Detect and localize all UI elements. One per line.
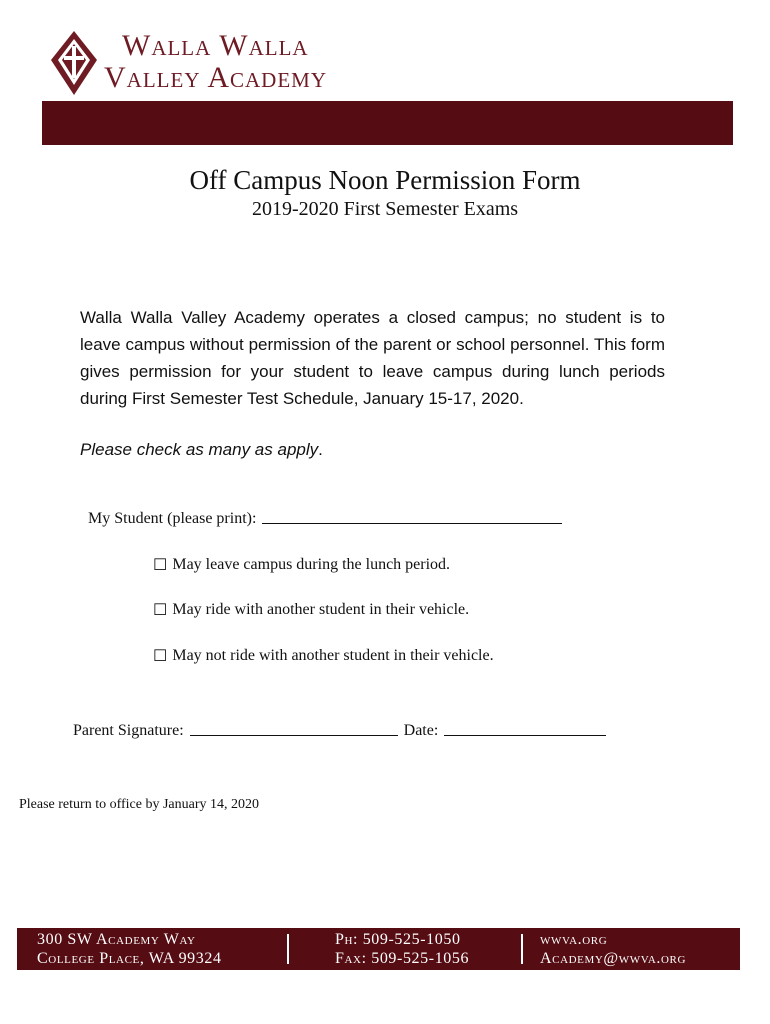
return-note: Please return to office by January 14, 2020 xyxy=(19,797,260,812)
footer-web xyxy=(540,930,686,968)
date-label: Date: xyxy=(403,722,439,739)
option-leave-campus[interactable] xyxy=(153,555,450,575)
school-logo-text xyxy=(104,30,327,94)
footer-phone-fax xyxy=(335,930,469,968)
signature-field[interactable] xyxy=(190,734,398,736)
diamond-cross-emblem-icon xyxy=(50,30,98,96)
footer-address xyxy=(37,930,222,968)
footer-divider xyxy=(287,934,289,964)
form-description: Walla Walla Valley Academy operates a closed campus; no student is to leave campus without permission of the parent or school personnel. This form gives permission for your student to leave campus during lunch periods during First Semester Test Schedule, January 15-17, 2020. xyxy=(80,308,665,408)
student-name-label: My Student (please print): xyxy=(88,510,257,527)
student-name-row xyxy=(88,510,562,528)
footer-email: Academy@wwva.org xyxy=(540,950,687,967)
checkbox-icon[interactable]: ☐ xyxy=(153,602,168,619)
footer-bar xyxy=(17,928,740,970)
student-name-field[interactable] xyxy=(262,522,562,524)
option-ride-with-student[interactable] xyxy=(153,600,469,620)
check-instruction xyxy=(80,440,323,460)
option-label: May leave campus during the lunch period. xyxy=(172,556,451,573)
option-label: May not ride with another student in their vehicle. xyxy=(172,647,494,664)
form-subtitle: 2019-2020 First Semester Exams xyxy=(251,198,519,220)
address-line-2: College Place, WA 99324 xyxy=(37,950,222,967)
date-field[interactable] xyxy=(444,734,606,736)
signature-row xyxy=(73,722,606,740)
signature-label: Parent Signature: xyxy=(73,722,184,739)
instruction-text: Please check as many as apply xyxy=(80,440,319,459)
option-label: May ride with another student in their vehicle. xyxy=(172,601,470,618)
logo-line-1: Walla Walla xyxy=(122,29,309,62)
checkbox-icon[interactable]: ☐ xyxy=(153,648,168,665)
footer-website: wwva.org xyxy=(540,931,608,948)
footer-phone: Ph: 509-525-1050 xyxy=(335,931,461,948)
option-no-ride-with-student[interactable] xyxy=(153,646,494,666)
checkbox-icon[interactable]: ☐ xyxy=(153,557,168,574)
header-banner xyxy=(42,101,733,145)
logo-line-2: Valley Academy xyxy=(104,61,327,94)
instruction-period: . xyxy=(318,440,323,459)
address-line-1: 300 SW Academy Way xyxy=(37,931,196,948)
form-title: Off Campus Noon Permission Form xyxy=(189,165,581,195)
footer-divider xyxy=(521,934,523,964)
footer-fax: Fax: 509-525-1056 xyxy=(335,950,470,967)
